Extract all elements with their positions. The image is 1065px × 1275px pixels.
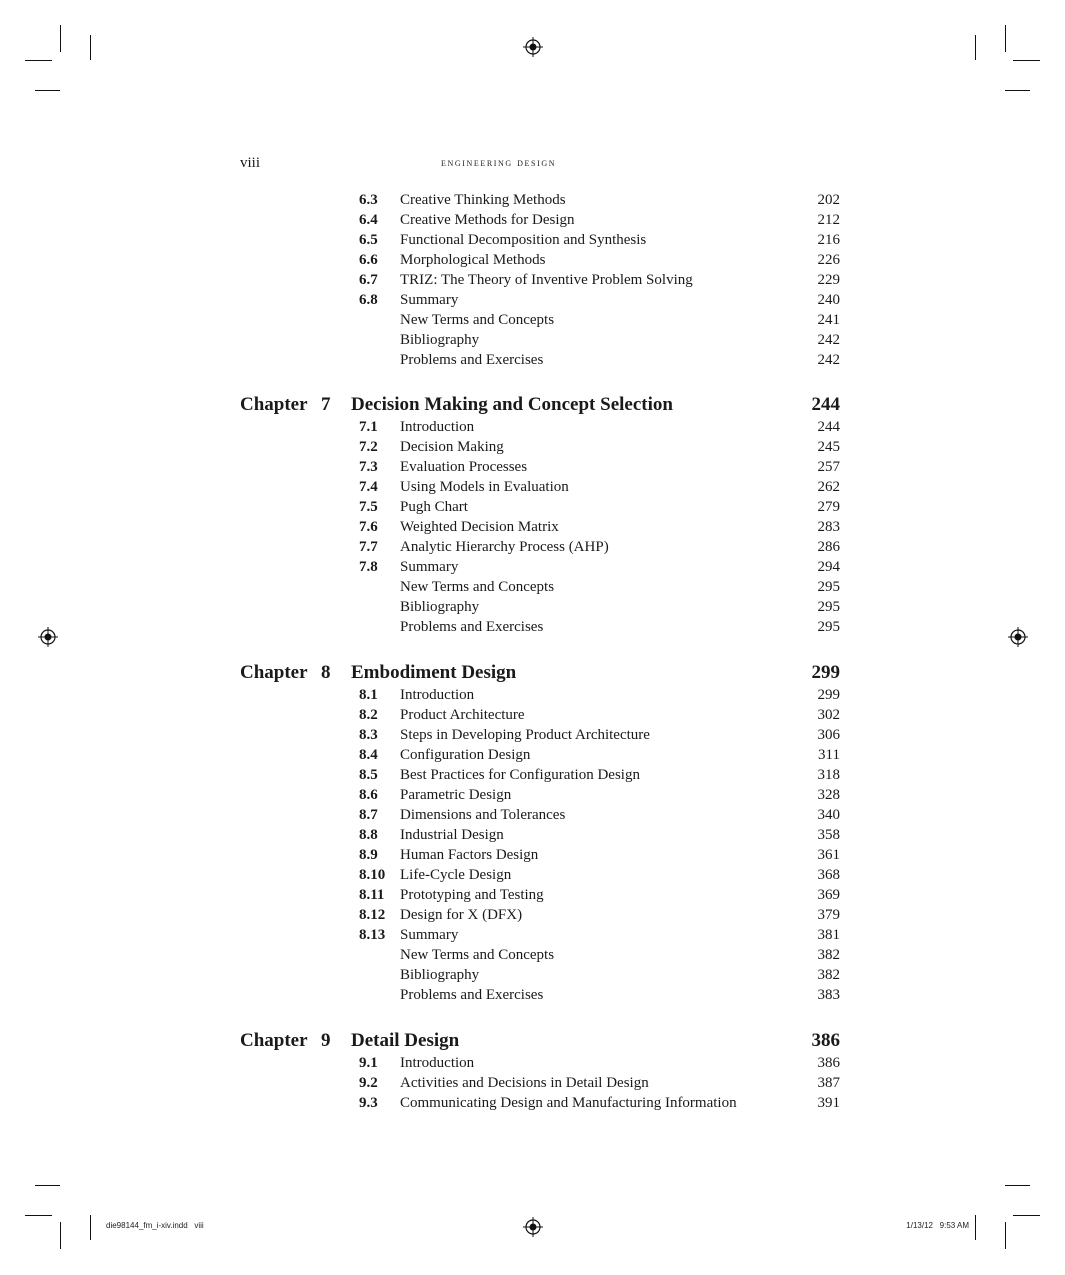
section-page-number: 286 xyxy=(817,539,840,555)
chapter-heading xyxy=(0,1030,1065,1052)
section-page-number: 318 xyxy=(817,767,840,783)
toc-entry xyxy=(0,437,1065,457)
section-number: 7.8 xyxy=(359,559,378,575)
section-number: 9.2 xyxy=(359,1075,378,1091)
section-page-number: 383 xyxy=(817,987,840,1003)
toc-entry xyxy=(0,965,1065,985)
section-number: 8.7 xyxy=(359,807,378,823)
toc-entry xyxy=(0,477,1065,497)
section-page-number: 283 xyxy=(817,519,840,535)
toc-entry xyxy=(0,905,1065,925)
section-page-number: 302 xyxy=(817,707,840,723)
section-number: 8.13 xyxy=(359,927,386,943)
toc-entry xyxy=(0,577,1065,597)
section-page-number: 306 xyxy=(817,727,840,743)
section-title: Analytic Hierarchy Process (AHP) xyxy=(400,539,609,555)
toc-entry xyxy=(0,785,1065,805)
toc-entry xyxy=(0,865,1065,885)
section-page-number: 340 xyxy=(817,807,840,823)
section-page-number: 216 xyxy=(817,232,840,248)
section-number: 7.3 xyxy=(359,459,378,475)
toc-entry xyxy=(0,230,1065,250)
section-number: 7.1 xyxy=(359,419,378,435)
section-number: 8.11 xyxy=(359,887,385,903)
section-title: Weighted Decision Matrix xyxy=(400,519,559,535)
toc-entry xyxy=(0,310,1065,330)
toc-entry xyxy=(0,250,1065,270)
section-number: 7.6 xyxy=(359,519,378,535)
section-page-number: 295 xyxy=(817,579,840,595)
toc-entry xyxy=(0,705,1065,725)
section-title: Introduction xyxy=(400,1055,475,1071)
toc-entry xyxy=(0,497,1065,517)
toc-entry xyxy=(0,925,1065,945)
section-title: New Terms and Concepts xyxy=(400,579,555,595)
toc-entry xyxy=(0,1053,1065,1073)
section-number: 9.3 xyxy=(359,1095,378,1111)
section-page-number: 262 xyxy=(817,479,840,495)
chapter-number: 8 xyxy=(321,662,331,683)
toc-entry xyxy=(0,725,1065,745)
section-page-number: 311 xyxy=(818,747,840,763)
section-page-number: 226 xyxy=(817,252,840,268)
toc-entry xyxy=(0,290,1065,310)
section-title: Bibliography xyxy=(400,599,480,615)
toc-entry xyxy=(0,745,1065,765)
section-title: Creative Thinking Methods xyxy=(400,192,566,208)
chapter-heading xyxy=(0,662,1065,684)
chapter-page-number: 386 xyxy=(811,1030,840,1051)
section-title: Introduction xyxy=(400,419,475,435)
section-title: New Terms and Concepts xyxy=(400,947,555,963)
section-title: TRIZ: The Theory of Inventive Problem Solving xyxy=(400,272,693,288)
crop-mark xyxy=(1005,1185,1030,1186)
section-title: New Terms and Concepts xyxy=(400,312,555,328)
section-page-number: 358 xyxy=(817,827,840,843)
section-title: Using Models in Evaluation xyxy=(400,479,569,495)
section-title: Evaluation Processes xyxy=(400,459,528,475)
section-number: 6.6 xyxy=(359,252,378,268)
chapter-number: 9 xyxy=(321,1030,331,1051)
section-number: 6.8 xyxy=(359,292,378,308)
section-number: 8.4 xyxy=(359,747,378,763)
section-title: Summary xyxy=(400,927,459,943)
crop-mark xyxy=(25,60,52,61)
section-title: Summary xyxy=(400,292,459,308)
toc-entry xyxy=(0,210,1065,230)
chapter-heading xyxy=(0,394,1065,416)
section-title: Product Architecture xyxy=(400,707,525,723)
running-head-title: engineering design xyxy=(441,157,557,169)
section-number: 7.2 xyxy=(359,439,378,455)
toc-entry xyxy=(0,1093,1065,1113)
section-title: Best Practices for Configuration Design xyxy=(400,767,640,783)
section-page-number: 382 xyxy=(817,947,840,963)
toc-entry xyxy=(0,190,1065,210)
crop-mark xyxy=(975,1215,976,1240)
section-title: Prototyping and Testing xyxy=(400,887,544,903)
section-page-number: 387 xyxy=(817,1075,840,1091)
section-number: 8.5 xyxy=(359,767,378,783)
section-title: Morphological Methods xyxy=(400,252,546,268)
section-title: Communicating Design and Manufacturing Information xyxy=(400,1095,737,1111)
section-number: 6.7 xyxy=(359,272,378,288)
section-title: Summary xyxy=(400,559,459,575)
section-number: 8.9 xyxy=(359,847,378,863)
section-page-number: 212 xyxy=(817,212,840,228)
section-page-number: 381 xyxy=(817,927,840,943)
section-number: 6.3 xyxy=(359,192,378,208)
section-title: Problems and Exercises xyxy=(400,352,544,368)
crop-mark xyxy=(90,35,91,60)
section-page-number: 257 xyxy=(817,459,840,475)
section-title: Parametric Design xyxy=(400,787,512,803)
section-page-number: 279 xyxy=(817,499,840,515)
section-number: 9.1 xyxy=(359,1055,378,1071)
section-page-number: 299 xyxy=(817,687,840,703)
section-number: 8.3 xyxy=(359,727,378,743)
section-number: 6.5 xyxy=(359,232,378,248)
toc-entry xyxy=(0,825,1065,845)
section-title: Bibliography xyxy=(400,332,480,348)
section-number: 8.2 xyxy=(359,707,378,723)
crop-mark xyxy=(60,25,61,52)
crop-mark xyxy=(35,1185,60,1186)
chapter-page-number: 299 xyxy=(811,662,840,683)
chapter-page-number: 244 xyxy=(811,394,840,415)
crop-mark xyxy=(90,1215,91,1240)
slug-file-info: die98144_fm_i-xiv.indd viii xyxy=(106,1221,204,1230)
section-number: 8.1 xyxy=(359,687,378,703)
crop-mark xyxy=(1013,60,1040,61)
toc-entry xyxy=(0,885,1065,905)
section-title: Decision Making xyxy=(400,439,504,455)
crop-mark xyxy=(35,90,60,91)
section-title: Pugh Chart xyxy=(400,499,468,515)
chapter-label: Chapter xyxy=(240,394,308,415)
section-title: Activities and Decisions in Detail Design xyxy=(400,1075,649,1091)
toc-entry xyxy=(0,945,1065,965)
section-title: Creative Methods for Design xyxy=(400,212,575,228)
section-title: Bibliography xyxy=(400,967,480,983)
section-page-number: 245 xyxy=(817,439,840,455)
toc-entry xyxy=(0,985,1065,1005)
section-title: Steps in Developing Product Architecture xyxy=(400,727,650,743)
section-page-number: 382 xyxy=(817,967,840,983)
toc-entry xyxy=(0,805,1065,825)
slug-timestamp: 1/13/12 9:53 AM xyxy=(906,1221,969,1230)
section-page-number: 242 xyxy=(817,352,840,368)
toc-entry xyxy=(0,417,1065,437)
toc-entry xyxy=(0,517,1065,537)
toc-entry xyxy=(0,557,1065,577)
chapter-title: Embodiment Design xyxy=(351,662,517,683)
toc-entry xyxy=(0,597,1065,617)
registration-mark-icon xyxy=(523,37,543,57)
chapter-label: Chapter xyxy=(240,662,308,683)
section-title: Life-Cycle Design xyxy=(400,867,512,883)
section-page-number: 391 xyxy=(817,1095,840,1111)
section-title: Problems and Exercises xyxy=(400,987,544,1003)
section-title: Dimensions and Tolerances xyxy=(400,807,566,823)
section-title: Configuration Design xyxy=(400,747,531,763)
section-number: 8.8 xyxy=(359,827,378,843)
toc-entry xyxy=(0,845,1065,865)
chapter-title: Decision Making and Concept Selection xyxy=(351,394,673,415)
section-page-number: 241 xyxy=(817,312,840,328)
section-title: Problems and Exercises xyxy=(400,619,544,635)
chapter-number: 7 xyxy=(321,394,331,415)
section-page-number: 361 xyxy=(817,847,840,863)
chapter-label: Chapter xyxy=(240,1030,308,1051)
section-title: Functional Decomposition and Synthesis xyxy=(400,232,647,248)
section-number: 8.12 xyxy=(359,907,386,923)
section-page-number: 295 xyxy=(817,619,840,635)
page-folio: viii xyxy=(240,155,261,171)
registration-mark-icon xyxy=(523,1217,543,1237)
section-number: 7.4 xyxy=(359,479,378,495)
section-page-number: 295 xyxy=(817,599,840,615)
toc-entry xyxy=(0,1073,1065,1093)
section-page-number: 242 xyxy=(817,332,840,348)
toc-entry xyxy=(0,270,1065,290)
section-number: 7.5 xyxy=(359,499,378,515)
crop-mark xyxy=(25,1215,52,1216)
toc-entry xyxy=(0,457,1065,477)
section-page-number: 229 xyxy=(817,272,840,288)
section-page-number: 244 xyxy=(817,419,840,435)
section-page-number: 369 xyxy=(817,887,840,903)
section-page-number: 379 xyxy=(817,907,840,923)
chapter-title: Detail Design xyxy=(351,1030,460,1051)
section-title: Design for X (DFX) xyxy=(400,907,523,923)
section-title: Human Factors Design xyxy=(400,847,539,863)
crop-mark xyxy=(60,1222,61,1249)
section-number: 8.10 xyxy=(359,867,386,883)
section-page-number: 368 xyxy=(817,867,840,883)
section-page-number: 240 xyxy=(817,292,840,308)
section-page-number: 386 xyxy=(817,1055,840,1071)
toc-entry xyxy=(0,617,1065,637)
crop-mark xyxy=(975,35,976,60)
toc-entry xyxy=(0,685,1065,705)
section-page-number: 294 xyxy=(817,559,840,575)
section-page-number: 202 xyxy=(817,192,840,208)
toc-entry xyxy=(0,765,1065,785)
section-number: 6.4 xyxy=(359,212,378,228)
crop-mark xyxy=(1013,1215,1040,1216)
toc-entry xyxy=(0,350,1065,370)
toc-entry xyxy=(0,537,1065,557)
section-title: Industrial Design xyxy=(400,827,504,843)
crop-mark xyxy=(1005,25,1006,52)
section-title: Introduction xyxy=(400,687,475,703)
running-head xyxy=(0,155,1065,173)
section-number: 7.7 xyxy=(359,539,378,555)
section-number: 8.6 xyxy=(359,787,378,803)
section-page-number: 328 xyxy=(817,787,840,803)
toc-entry xyxy=(0,330,1065,350)
crop-mark xyxy=(1005,1222,1006,1249)
crop-mark xyxy=(1005,90,1030,91)
